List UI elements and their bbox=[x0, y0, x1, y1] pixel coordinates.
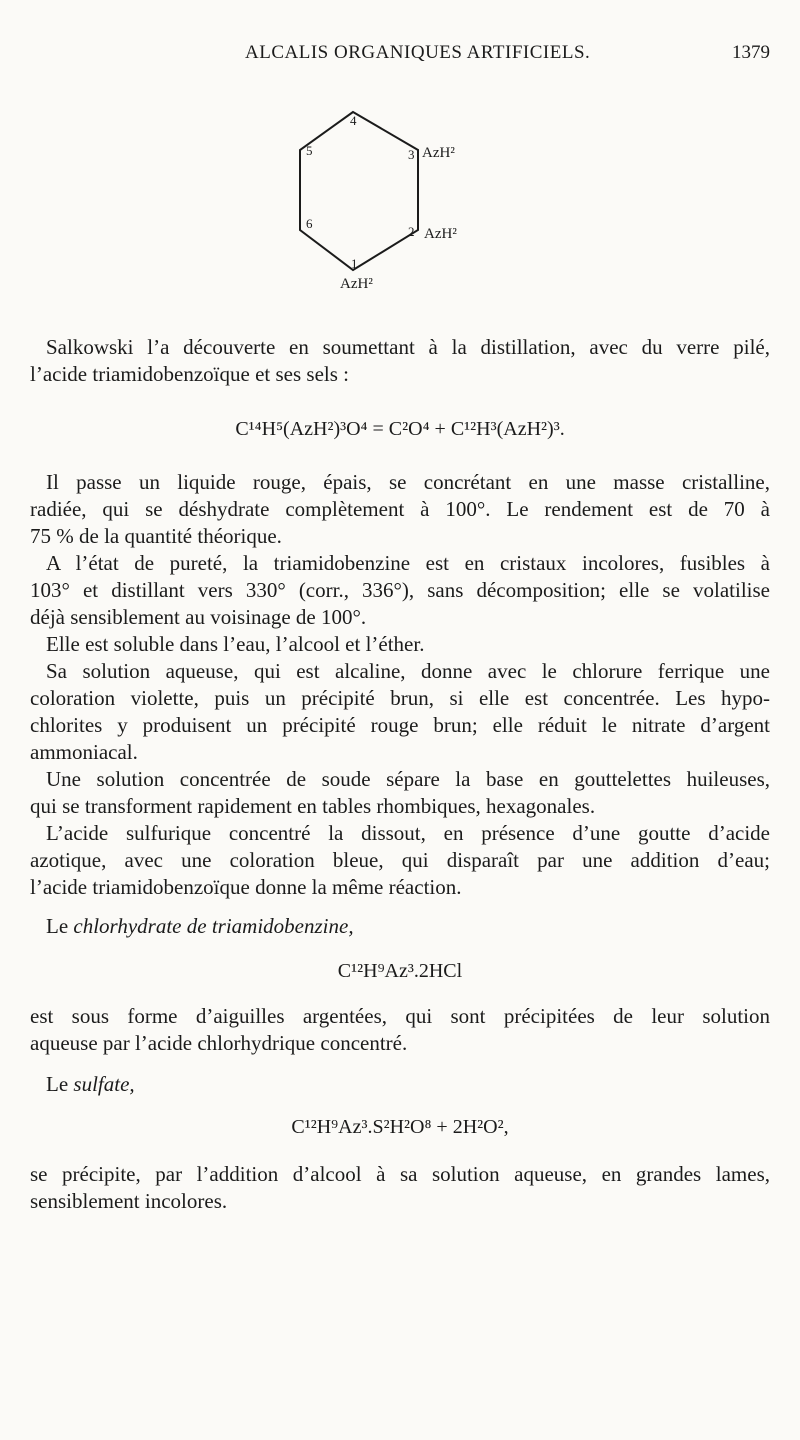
paragraph-10-italic: sulfate, bbox=[73, 1072, 135, 1096]
paragraph-5-line-1: Sa solution aqueuse, qui est alcaline, donne avec le chlorure ferrique une bbox=[46, 659, 770, 683]
position-label-1: 1 bbox=[351, 256, 358, 271]
paragraph-11-line-1: se précipite, par l’addition d’alcool à sa solution aqueuse, en grandes lames, bbox=[30, 1162, 770, 1186]
paragraph-6-line-1: Une solution concentrée de soude sépare la base en gouttelettes huileuses, bbox=[46, 767, 770, 791]
paragraph-8 bbox=[30, 913, 770, 940]
paragraph-2-line-3: 75 % de la quantité théorique. bbox=[30, 524, 282, 548]
paragraph-2-line-1: Il passe un liquide rouge, épais, se concrétant en une masse cristalline, bbox=[46, 470, 770, 494]
benzene-hexagon bbox=[300, 112, 418, 270]
equation-2: C¹²H⁹Az³.2HCl bbox=[337, 960, 463, 982]
paragraph-5-line-2: coloration violette, puis un précipité brun, si elle est concentrée. Les hypo- bbox=[30, 686, 770, 710]
substituent-top: AzH² bbox=[422, 145, 455, 161]
running-title: ALCALIS ORGANIQUES ARTIFICIELS. bbox=[245, 42, 591, 63]
paragraph-2-line-2: radiée, qui se déshydrate complètement à 100°. Le rendement est de 70 à bbox=[30, 497, 770, 521]
substituent-bottom: AzH² bbox=[340, 276, 373, 292]
paragraph-3-line-3: déjà sensiblement au voisinage de 100°. bbox=[30, 605, 367, 629]
position-label-5: 5 bbox=[306, 143, 313, 158]
substituent-mid: AzH² bbox=[424, 226, 457, 242]
position-label-4: 4 bbox=[350, 113, 357, 128]
position-label-2: 2 bbox=[408, 224, 415, 239]
paragraph-9-line-1: est sous forme d’aiguilles argentées, qui sont précipitées de leur solution bbox=[30, 1004, 770, 1028]
paragraph-7-line-1: L’acide sulfurique concentré la dissout, en présence d’une goutte d’acide bbox=[46, 821, 770, 845]
page-body bbox=[30, 334, 770, 1215]
equation-1: C¹⁴H⁵(AzH²)³O⁴ = C²O⁴ + C¹²H³(AzH²)³. bbox=[235, 418, 565, 440]
paragraph-9-line-2: aqueuse par l’acide chlorhydrique concentré. bbox=[30, 1031, 408, 1055]
page-header bbox=[0, 42, 800, 78]
paragraph-10 bbox=[30, 1071, 770, 1098]
paragraph-5-line-3: chlorites y produisent un précipité rouge brun; elle réduit le nitrate d’argent bbox=[30, 713, 770, 737]
paragraph-10-prefix: Le bbox=[46, 1072, 74, 1096]
paragraph-3-line-1: A l’état de pureté, la triamidobenzine est en cristaux incolores, fusibles à bbox=[46, 551, 770, 575]
paragraph-5-line-4: ammoniacal. bbox=[30, 740, 138, 764]
benzene-ring-figure bbox=[290, 100, 520, 300]
page-number: 1379 bbox=[732, 42, 770, 63]
position-label-3: 3 bbox=[408, 147, 415, 162]
paragraph-7-line-3: l’acide triamidobenzoïque donne la même réaction. bbox=[30, 875, 462, 899]
paragraph-8-italic: chlorhydrate de triamidobenzine, bbox=[73, 914, 354, 938]
equation-3: C¹²H⁹Az³.S²H²O⁸ + 2H²O², bbox=[291, 1116, 509, 1138]
paragraph-4-line-1: Elle est soluble dans l’eau, l’alcool et l’éther. bbox=[46, 632, 425, 656]
paragraph-11-line-2: sensiblement incolores. bbox=[30, 1189, 228, 1213]
paragraph-3-line-2: 103° et distillant vers 330° (corr., 336°), sans décomposition; elle se volatilise bbox=[30, 578, 770, 602]
paragraph-6-line-2: qui se transforment rapidement en tables rhombiques, hexagonales. bbox=[30, 794, 596, 818]
position-label-6: 6 bbox=[306, 216, 313, 231]
paragraph-8-prefix: Le bbox=[46, 914, 74, 938]
paragraph-7-line-2: azotique, avec une coloration bleue, qui disparaît par une addition d’eau; bbox=[30, 848, 770, 872]
paragraph-1-line-2: l’acide triamidobenzoïque et ses sels : bbox=[30, 362, 349, 386]
hexagon-diagram bbox=[290, 100, 520, 300]
paragraph-1-line-1: Salkowski l’a découverte en soumettant à la distillation, avec du verre pilé, bbox=[46, 335, 770, 359]
